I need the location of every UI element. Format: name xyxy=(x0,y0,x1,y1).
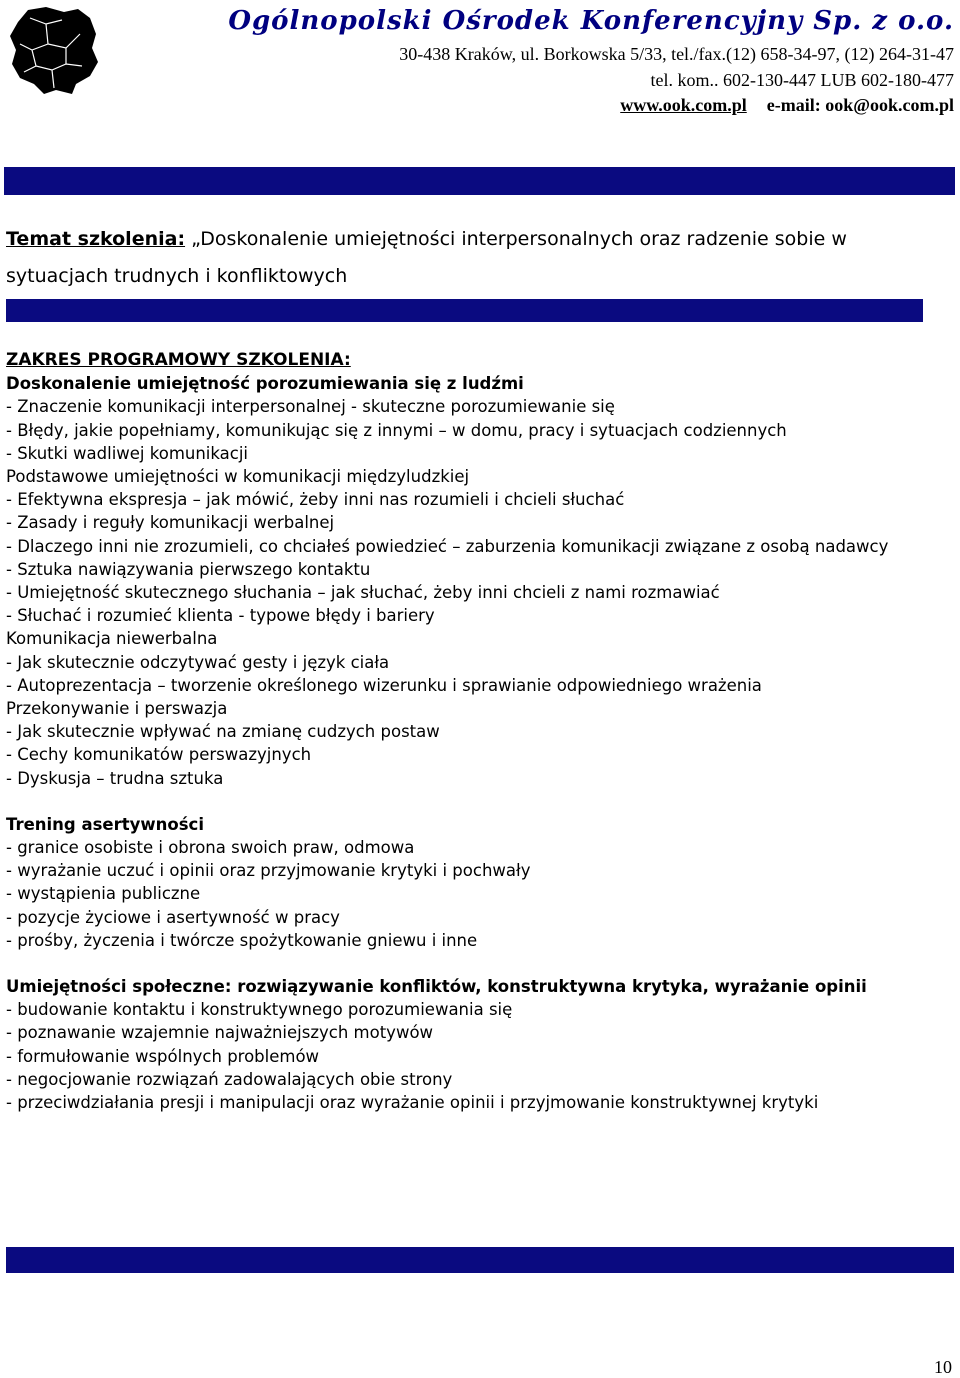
letterhead xyxy=(0,0,960,125)
list-item: - budowanie kontaktu i konstruktywnego porozumiewania się xyxy=(6,1000,513,1020)
program-content xyxy=(6,349,951,1114)
list-item: - pozycje życiowe i asertywność w pracy xyxy=(6,907,340,927)
list-item: - Skutki wadliwej komunikacji xyxy=(6,443,249,463)
list-item: - granice osobiste i obrona swoich praw, odmowa xyxy=(6,838,415,858)
list-item: - Cechy komunikatów perswazyjnych xyxy=(6,745,312,765)
top-divider-bar xyxy=(4,167,955,195)
page-number: 10 xyxy=(934,1357,952,1377)
list-item: - Jak skutecznie wpływać na zmianę cudzych postaw xyxy=(6,722,440,742)
subsection-heading: Przekonywanie i perswazja xyxy=(6,699,228,719)
list-item: - Znaczenie komunikacji interpersonalnej - skuteczne porozumiewanie się xyxy=(6,397,615,417)
list-item: - Autoprezentacja – tworzenie określonego wizerunku i sprawianie odpowiedniego wrażenia xyxy=(6,675,762,695)
assertiveness-heading: Trening asertywności xyxy=(6,814,204,834)
list-item: - formułowanie wspólnych problemów xyxy=(6,1046,320,1066)
spacer xyxy=(6,790,951,813)
list-item: - Słuchać i rozumieć klienta - typowe błędy i bariery xyxy=(6,606,435,626)
list-item: - wyrażanie uczuć i opinii oraz przyjmowanie krytyki i pochwały xyxy=(6,861,531,881)
list-item: - Efektywna ekspresja – jak mówić, żeby inni nas rozumieli i chcieli słuchać xyxy=(6,490,625,510)
list-item: - Sztuka nawiązywania pierwszego kontaktu xyxy=(6,559,371,579)
poland-map-logo xyxy=(6,4,102,96)
list-item: - poznawanie wzajemnie najważniejszych motywów xyxy=(6,1023,434,1043)
organization-name: Ogólnopolski Ośrodek Konferencyjny Sp. z o.o. xyxy=(228,6,954,36)
contact-line xyxy=(620,95,954,116)
list-item: - Dyskusja – trudna sztuka xyxy=(6,768,224,788)
website-link[interactable]: www.ook.com.pl xyxy=(620,95,747,115)
program-heading: ZAKRES PROGRAMOWY SZKOLENIA: xyxy=(6,350,351,370)
bottom-divider-bar xyxy=(6,1247,954,1273)
topic-label: Temat szkolenia: xyxy=(6,228,186,250)
subsection-heading: Komunikacja niewerbalna xyxy=(6,629,218,649)
spacer xyxy=(6,952,951,975)
topic-title: „Doskonalenie umiejętności interpersonalnych oraz radzenie sobie w sytuacjach trudnych i konfliktowych xyxy=(6,228,847,287)
section-heading: Doskonalenie umiejętność porozumiewania się z ludźmi xyxy=(6,374,524,394)
social-skills-heading: Umiejętności społeczne: rozwiązywanie konfliktów, konstruktywna krytyka, wyrażanie opinii xyxy=(6,977,867,997)
list-item: - Jak skutecznie odczytywać gesty i język ciała xyxy=(6,652,390,672)
list-item: - negocjowanie rozwiązań zadowalających obie strony xyxy=(6,1069,453,1089)
list-item: - Umiejętność skutecznego słuchania – jak słuchać, żeby inni chcieli z nami rozmawiać xyxy=(6,583,720,603)
subsection-heading: Podstawowe umiejętności w komunikacji międzyludzkiej xyxy=(6,467,470,487)
list-item: - przeciwdziałania presji i manipulacji oraz wyrażanie opinii i przyjmowanie konstruktywnej krytyki xyxy=(6,1093,819,1113)
training-topic xyxy=(6,221,946,295)
list-item: - Błędy, jakie popełniamy, komunikując się z innymi – w domu, pracy i sytuacjach codziennych xyxy=(6,420,787,440)
list-item: - prośby, życzenia i twórcze spożytkowanie gniewu i inne xyxy=(6,930,478,950)
list-item: - Zasady i reguły komunikacji werbalnej xyxy=(6,513,335,533)
email-text: e-mail: ook@ook.com.pl xyxy=(766,95,954,115)
address-line: 30-438 Kraków, ul. Borkowska 5/33, tel./fax.(12) 658-34-97, (12) 264-31-47 xyxy=(399,44,954,64)
middle-divider-bar xyxy=(6,299,923,322)
list-item: - Dlaczego inni nie zrozumieli, co chciałeś powiedzieć – zaburzenia komunikacji związane z osobą nadawcy xyxy=(6,536,889,556)
list-item: - wystąpienia publiczne xyxy=(6,884,201,904)
phone-line: tel. kom.. 602-130-447 LUB 602-180-477 xyxy=(650,70,954,90)
